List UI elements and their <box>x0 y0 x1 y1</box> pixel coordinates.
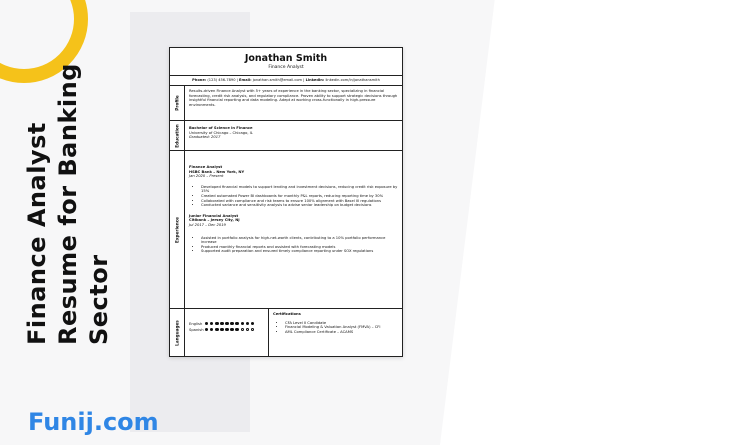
education-school: University of Chicago – Chicago, IL <box>189 130 253 135</box>
job-bullet: • Produced monthly financial reports and assisted with forecasting models <box>201 245 398 250</box>
email-value[interactable]: jonathan.smith@email.com <box>252 78 303 82</box>
resume-name: Jonathan Smith <box>244 53 328 64</box>
education-graduated: Graduated: 2017 <box>189 135 221 140</box>
level-dot-filled <box>220 328 223 331</box>
language-name: English <box>189 322 203 326</box>
level-dot-filled <box>210 322 213 325</box>
side-title: Finance Analyst Resume for Banking Sector <box>23 63 113 345</box>
job-entry <box>189 165 398 208</box>
profile-label: Profile <box>174 95 180 111</box>
language-level <box>205 328 256 332</box>
job-bullets <box>189 236 398 254</box>
level-dot-filled <box>205 322 208 325</box>
linkedin-value[interactable]: linkedin.com/in/jonathansmith <box>325 78 380 82</box>
level-dot-empty <box>246 328 249 331</box>
certifications-list <box>273 321 398 335</box>
job-dates: Jan 2020 – Present <box>189 174 224 179</box>
level-dot-filled <box>210 328 213 331</box>
level-dot-filled <box>220 322 223 325</box>
language-name: Spanish <box>189 328 204 332</box>
job-dates: Jul 2017 – Dec 2019 <box>189 222 226 227</box>
job-bullets <box>189 185 398 208</box>
education-section <box>170 121 402 151</box>
level-dot-filled <box>235 322 238 325</box>
job-bullet: • Created automated Power BI dashboards for monthly P&L reports, reducing reporting time by 30% <box>201 194 398 199</box>
language-row <box>189 327 264 333</box>
profile-text: Results-driven Finance Analyst with 5+ years of experience in the banking sector, specializing in financial forecasting, credit risk analysis, and regulatory compliance. Proven ability to support strategic decisions through insightful financial reporting and data modeling. Adept at working cross-functionally in high-pressure environments. <box>189 89 398 107</box>
job-title: Junior Financial Analyst <box>189 213 239 218</box>
contact-line: Phone: (123) 456-7890 | Email: jonathan.smith@email.com | LinkedIn: linkedin.com/in/jonathansmith <box>170 76 402 86</box>
level-dot-filled <box>230 322 233 325</box>
email-label: Email: <box>239 78 252 82</box>
education-label: Education <box>174 123 180 148</box>
experience-label: Experience <box>174 216 180 243</box>
level-dot-filled <box>215 322 218 325</box>
job-entry <box>189 214 398 254</box>
job-bullet: • Conducted variance and sensitivity analysis to advise senior leadership on budget decisions <box>201 203 398 208</box>
phone-value: (123) 456-7890 <box>207 78 236 82</box>
job-company: HSBC Bank – New York, NY <box>189 169 245 174</box>
job-bullet: • Developed financial models to support lending and investment decisions, reducing credit risk exposure by 15% <box>201 185 398 194</box>
experience-section <box>170 151 402 309</box>
resume-document <box>169 47 403 357</box>
education-degree: Bachelor of Science in Finance <box>189 126 253 130</box>
resume-header <box>170 48 402 76</box>
certification-item: • AML Compliance Certificate – ACAMS <box>285 330 398 335</box>
job-bullet: • Supported audit preparation and ensured timely compliance reporting under SOX regulations <box>201 249 398 254</box>
level-dot-filled <box>246 322 249 325</box>
level-dot-filled <box>235 328 238 331</box>
job-company: Citibank – Jersey City, NJ <box>189 218 240 223</box>
job-bullet: • Assisted in portfolio analysis for high-net-worth clients, contributing to a 10% portfolio performance increase <box>201 236 398 245</box>
level-dot-filled <box>205 328 208 331</box>
linkedin-label: LinkedIn: <box>305 78 325 82</box>
level-dot-filled <box>225 328 228 331</box>
level-dot-empty <box>241 328 244 331</box>
language-level <box>205 322 256 326</box>
level-dot-filled <box>241 322 244 325</box>
level-dot-filled <box>230 328 233 331</box>
certifications-block <box>269 309 402 356</box>
languages-certifications-section <box>170 309 402 356</box>
job-title: Finance Analyst <box>189 165 223 169</box>
phone-label: Phone: <box>192 78 207 82</box>
certifications-label: Certifications <box>273 312 301 316</box>
level-dot-filled <box>251 322 254 325</box>
languages-list <box>185 309 269 356</box>
level-dot-empty <box>251 328 254 331</box>
certification-item: • CFA Level II Candidate <box>285 321 398 326</box>
resume-role: Finance Analyst <box>268 65 304 70</box>
languages-label: Languages <box>174 319 180 346</box>
brand-logo[interactable]: Funij.com <box>28 408 159 436</box>
level-dot-filled <box>215 328 218 331</box>
background-diagonal <box>440 0 744 445</box>
level-dot-filled <box>225 322 228 325</box>
profile-section <box>170 86 402 121</box>
certification-item: • Financial Modeling & Valuation Analyst (FMVA) – CFI <box>285 325 398 330</box>
job-bullet: • Collaborated with compliance and risk teams to ensure 100% alignment with Basel III regulations <box>201 199 398 204</box>
